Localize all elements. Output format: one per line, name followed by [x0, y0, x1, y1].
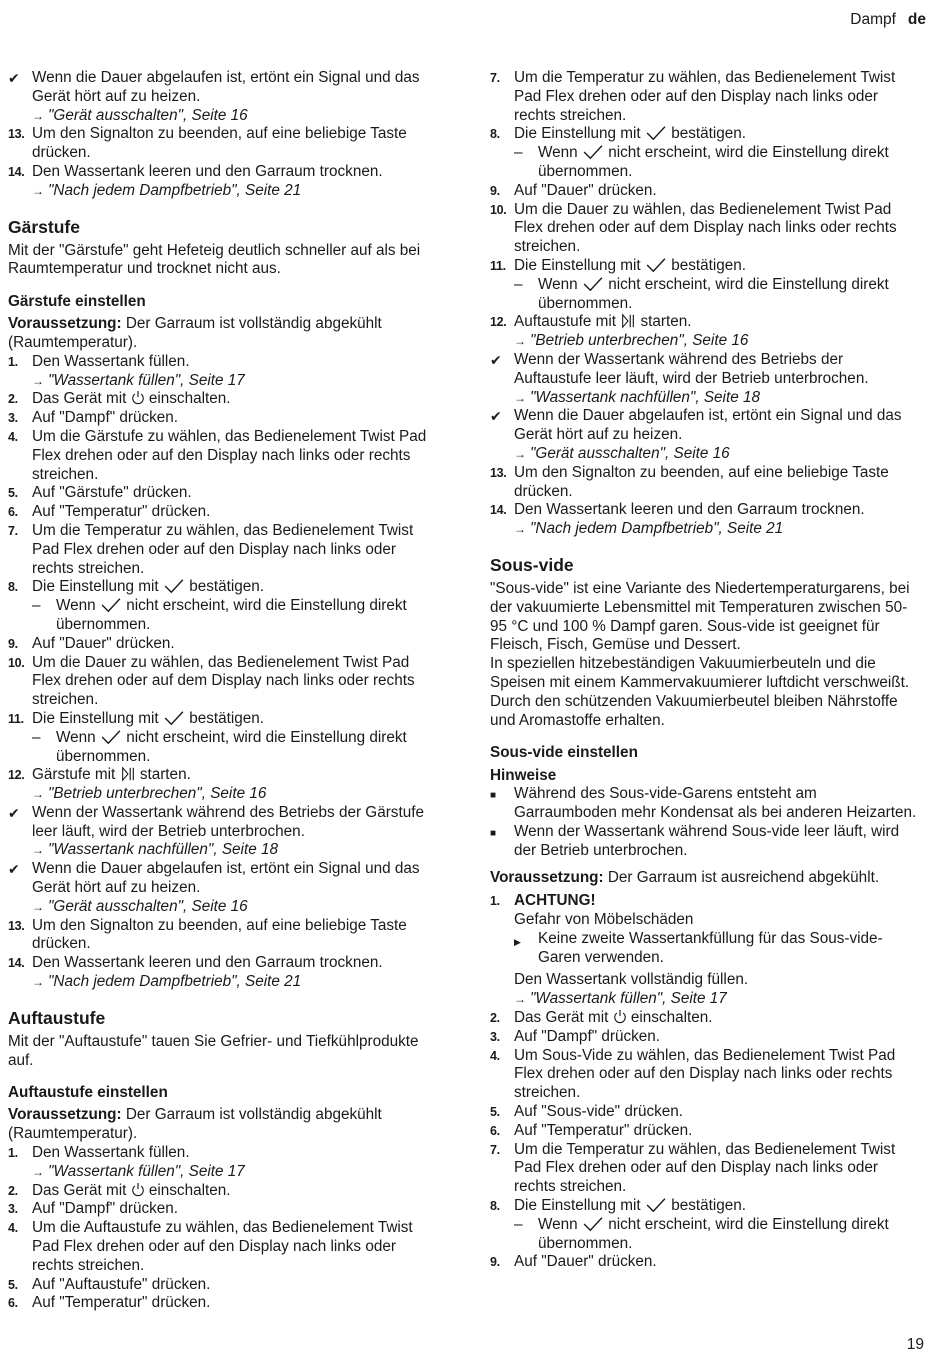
step-item: 3. Auf "Dampf" drücken. — [8, 409, 179, 427]
step-number: 6. — [8, 1296, 18, 1311]
step-item: 11. Die Einstellung mit bestätigen. — [490, 256, 747, 274]
cross-reference[interactable]: → "Wassertank füllen", Seite 17 — [32, 371, 245, 389]
step-number: 8. — [8, 580, 18, 595]
step-item: 11. Die Einstellung mit bestätigen. — [8, 709, 265, 727]
step-number: 5. — [490, 1105, 500, 1120]
step-number: 4. — [8, 1221, 18, 1236]
sub-item: – Wenn nicht erscheint, wird die Einstellung direkt übernommen. — [514, 1215, 889, 1252]
cross-reference[interactable]: → "Gerät ausschalten", Seite 16 — [514, 444, 730, 462]
step-number: 8. — [490, 127, 500, 142]
step-number: 1. — [490, 894, 500, 909]
step-item: 9. Auf "Dauer" drücken. — [490, 181, 657, 199]
result-check-icon: ✔ — [490, 351, 502, 368]
list-item: 13. Um den Signalton zu beenden, auf eine beliebige Taste drücken. — [8, 125, 407, 162]
step-number: 11. — [490, 258, 506, 273]
result-item: ✔ Wenn der Wassertank während des Betriebs der Gärstufe leer läuft, wird der Betrieb unterbrochen. → "Wassertank nachfüllen", Seite 18 — [8, 804, 440, 860]
section-title-sous-vide: Sous-vide — [490, 554, 574, 575]
step-item: 7. Um die Temperatur zu wählen, das Bedienelement Twist Pad Flex drehen oder auf den Display nach links oder rechts streichen. — [8, 521, 414, 577]
cross-reference[interactable]: → "Nach jedem Dampfbetrieb", Seite 21 — [32, 973, 302, 991]
step-number: 6. — [490, 1123, 500, 1138]
step-number: 4. — [490, 1048, 500, 1063]
step-number: 13. — [8, 127, 25, 142]
sub-item: – Wenn nicht erscheint, wird die Einstellung direkt übernommen. — [32, 597, 407, 633]
cross-reference[interactable]: → "Wassertank nachfüllen", Seite 18 — [514, 388, 760, 406]
step-number: 3. — [8, 411, 18, 426]
arrow-right-icon: → — [514, 522, 526, 537]
step-item: 3. Auf "Dampf" drücken. — [490, 1027, 661, 1045]
step-item: 9. Auf "Dauer" drücken. — [8, 634, 175, 652]
cross-reference[interactable]: → "Wassertank nachfüllen", Seite 18 — [32, 841, 278, 859]
step-item: 4. Um Sous-Vide zu wählen, das Bedienelement Twist Pad Flex drehen oder auf den Display nach links oder rechts streichen. — [490, 1046, 896, 1102]
step-number: 10. — [8, 655, 25, 670]
power-icon — [131, 390, 145, 406]
triangle-bullet-icon: ▶ — [514, 936, 521, 947]
checkmark-icon — [645, 125, 667, 141]
step-number: 7. — [490, 1142, 500, 1157]
step-item: 2. Das Gerät mit einschalten. — [490, 1009, 713, 1027]
cross-reference[interactable]: → "Gerät ausschalten", Seite 16 — [32, 897, 248, 915]
start-pause-icon — [620, 313, 636, 329]
checkmark-icon — [582, 276, 604, 292]
dash-bullet: – — [32, 728, 41, 746]
cross-reference[interactable]: → "Nach jedem Dampfbetrieb", Seite 21 — [32, 181, 302, 199]
step-item: 5. Auf "Gärstufe" drücken. — [8, 484, 192, 502]
step-item: 13. Um den Signalton zu beenden, auf eine beliebige Taste drücken. — [490, 463, 889, 500]
arrow-right-icon: → — [32, 899, 44, 914]
header-section: Dampf — [850, 11, 896, 28]
step-item: 12. Auftaustufe mit starten. → "Betrieb unterbrechen", Seite 16 — [490, 313, 922, 351]
step-item: 8. Die Einstellung mit bestätigen. — [490, 125, 747, 143]
checkmark-icon — [582, 144, 604, 160]
step-number: 3. — [8, 1202, 18, 1217]
hints-title: Hinweise — [490, 767, 557, 785]
cross-reference[interactable]: → "Betrieb unterbrechen", Seite 16 — [32, 785, 267, 803]
sub-item: – Wenn nicht erscheint, wird die Einstellung direkt übernommen. — [514, 275, 889, 312]
step-number: 9. — [8, 636, 18, 651]
dash-bullet: – — [514, 275, 523, 293]
arrow-right-icon: → — [32, 183, 44, 198]
step-number: 14. — [490, 503, 507, 518]
step-item: 12. Gärstufe mit starten. → "Betrieb unterbrechen", Seite 16 — [8, 766, 440, 804]
arrow-right-icon: → — [32, 787, 44, 802]
step-item: 14. Den Wassertank leeren und den Garraum trocknen. → "Nach jedem Dampfbetrieb", Seite 21 — [490, 501, 922, 539]
step-number: 2. — [8, 1183, 18, 1198]
step-text: Den Wassertank vollständig füllen. → "Wassertank füllen", Seite 17 — [514, 971, 922, 1009]
step-item: 7. Um die Temperatur zu wählen, das Bedienelement Twist Pad Flex drehen oder auf den Display nach links oder rechts streichen. — [490, 1140, 896, 1196]
arrow-right-icon: → — [514, 390, 526, 405]
step-number: 14. — [8, 164, 25, 179]
step-item: 1. Den Wassertank füllen. → "Wassertank füllen", Seite 17 — [8, 353, 440, 391]
checkmark-icon — [100, 597, 122, 613]
step-item: 9. Auf "Dauer" drücken. — [490, 1253, 657, 1271]
dash-bullet: – — [514, 1215, 523, 1233]
right-column — [490, 69, 922, 1272]
step-number: 11. — [8, 711, 24, 726]
step-number: 14. — [8, 956, 25, 971]
checkmark-icon — [582, 1216, 604, 1232]
warning-action: ▶ Keine zweite Wassertankfüllung für das Sous-vide-Garen verwenden. — [514, 929, 883, 966]
arrow-right-icon: → — [514, 446, 526, 461]
arrow-right-icon: → — [514, 992, 526, 1007]
step-item: 5. Auf "Sous-vide" drücken. — [490, 1103, 684, 1121]
section-intro: Mit der "Auftaustufe" tauen Sie Gefrier- und Tiefkühlprodukte auf. — [8, 1032, 419, 1069]
step-number: 7. — [490, 71, 500, 85]
subsection-title: Auftaustufe einstellen — [8, 1084, 168, 1102]
step-item: 6. Auf "Temperatur" drücken. — [8, 1294, 211, 1312]
checkmark-icon — [645, 1197, 667, 1213]
step-number: 7. — [8, 523, 18, 538]
result-check-icon: ✔ — [490, 408, 502, 425]
arrow-right-icon: → — [32, 1164, 44, 1179]
step-number: 5. — [8, 486, 18, 501]
result-item: ✔ Wenn der Wassertank während des Betriebs der Auftaustufe leer läuft, wird der Betrieb unterbrochen. → "Wassertank nachfüllen", Seite 18 — [490, 351, 922, 407]
section-intro: Mit der "Gärstufe" geht Hefeteig deutlich schneller auf als bei Raumtemperatur und trocknet nicht aus. — [8, 241, 421, 278]
step-number: 13. — [490, 465, 507, 480]
step-item: 5. Auf "Auftaustufe" drücken. — [8, 1275, 211, 1293]
checkmark-icon — [645, 257, 667, 273]
dash-bullet: – — [32, 597, 41, 615]
list-item: 14. Den Wassertank leeren und den Garraum trocknen. → "Nach jedem Dampfbetrieb", Seite 21 — [8, 163, 440, 201]
step-number: 8. — [490, 1199, 500, 1214]
start-pause-icon — [120, 766, 136, 782]
step-item: 1. Den Wassertank füllen. → "Wassertank füllen", Seite 17 — [8, 1144, 440, 1182]
step-number: 12. — [8, 768, 25, 783]
warning-title: ACHTUNG! — [514, 892, 596, 910]
step-number: 10. — [490, 202, 507, 217]
step-number: 1. — [8, 1146, 18, 1161]
cross-reference[interactable]: → "Gerät ausschalten", Seite 16 — [32, 106, 248, 124]
arrow-right-icon: → — [32, 975, 44, 990]
subsection-title: Gärstufe einstellen — [8, 293, 146, 311]
step-item: 14. Den Wassertank leeren und den Garraum trocknen. → "Nach jedem Dampfbetrieb", Seite 21 — [8, 954, 440, 992]
step-number: 9. — [490, 183, 500, 198]
hint-item: ■ Wenn der Wassertank während Sous-vide leer läuft, wird der Betrieb unterbrochen. — [490, 822, 900, 859]
checkmark-icon — [100, 729, 122, 745]
step-number: 13. — [8, 918, 25, 933]
step-item: 6. Auf "Temperatur" drücken. — [8, 503, 211, 521]
result-check-icon: ✔ — [8, 861, 20, 878]
sub-item: – Wenn nicht erscheint, wird die Einstellung direkt übernommen. — [32, 728, 407, 765]
square-bullet-icon: ■ — [490, 827, 497, 839]
result-item: ✔ Wenn die Dauer abgelaufen ist, ertönt ein Signal und das Gerät hört auf zu heizen. → "Gerät ausschalten", Seite 16 — [8, 860, 440, 916]
cross-reference[interactable]: → "Nach jedem Dampfbetrieb", Seite 21 — [514, 520, 784, 538]
requirement: Voraussetzung: Der Garraum ist ausreichend abgekühlt. — [490, 869, 880, 887]
section-intro: "Sous-vide" ist eine Variante des Niedertemperaturgarens, bei der vakuumierte Lebensmittel mit Temperaturen zwischen 50-95 °C und 100 % Dampf garen. Sous-vide ist geeignet für Fleisch, Fisch, Gemüse und Dessert. — [490, 579, 910, 654]
step-number: 6. — [8, 505, 18, 520]
hint-item: ■ Während des Sous-vide-Garens entsteht am Garraumboden mehr Kondensat als bei anderen Heizarten. — [490, 785, 917, 822]
page-number: 19 — [906, 1336, 924, 1353]
step-item: 3. Auf "Dampf" drücken. — [8, 1200, 179, 1218]
arrow-right-icon: → — [32, 108, 44, 123]
step-item: 7. Um die Temperatur zu wählen, das Bedienelement Twist Pad Flex drehen oder auf den Display nach links oder rechts streichen. — [490, 69, 896, 124]
power-icon — [131, 1182, 145, 1198]
step-item: 2. Das Gerät mit einschalten. — [8, 1181, 231, 1199]
step-number: 3. — [490, 1029, 500, 1044]
checkmark-icon — [163, 710, 185, 726]
cross-reference[interactable]: → "Wassertank füllen", Seite 17 — [514, 990, 727, 1008]
checkmark-icon — [163, 578, 185, 594]
requirement: Voraussetzung: Der Garraum ist vollständig abgekühlt (Raumtemperatur). — [8, 315, 382, 351]
step-item — [490, 892, 922, 930]
arrow-right-icon: → — [32, 843, 44, 858]
step-item: 13. Um den Signalton zu beenden, auf eine beliebige Taste drücken. — [8, 916, 407, 953]
square-bullet-icon: ■ — [490, 790, 497, 802]
step-number: 5. — [8, 1277, 18, 1292]
result-check-icon: ✔ — [8, 804, 20, 821]
list-item: ✔ Wenn die Dauer abgelaufen ist, ertönt ein Signal und das Gerät hört auf zu heizen. → "Gerät ausschalten", Seite 16 — [8, 69, 440, 125]
step-number: 9. — [490, 1255, 500, 1270]
requirement: Voraussetzung: Der Garraum ist vollständig abgekühlt (Raumtemperatur). — [8, 1106, 382, 1143]
result-check-icon: ✔ — [8, 70, 20, 86]
step-item: 10. Um die Dauer zu wählen, das Bedienelement Twist Pad Flex drehen oder auf dem Display nach links oder rechts streichen. — [8, 653, 415, 709]
section-title-gaerstufe: Gärstufe — [8, 216, 80, 237]
section-title-auftaustufe: Auftaustufe — [8, 1007, 106, 1028]
page-header — [850, 11, 926, 29]
left-column — [8, 69, 440, 1313]
step-item: 2. Das Gerät mit einschalten. — [8, 390, 231, 408]
step-number: 2. — [8, 392, 18, 407]
subsection-title: Sous-vide einstellen — [490, 744, 638, 762]
result-item: ✔ Wenn die Dauer abgelaufen ist, ertönt ein Signal und das Gerät hört auf zu heizen. → "Gerät ausschalten", Seite 16 — [490, 407, 922, 463]
sub-item: – Wenn nicht erscheint, wird die Einstellung direkt übernommen. — [514, 144, 889, 180]
step-item: 4. Um die Gärstufe zu wählen, das Bedienelement Twist Pad Flex drehen oder auf den Display nach links oder rechts streichen. — [8, 427, 427, 483]
step-item: 4. Um die Auftaustufe zu wählen, das Bedienelement Twist Pad Flex drehen oder auf den Display nach links oder rechts streichen. — [8, 1219, 413, 1274]
step-number: 1. — [8, 354, 18, 369]
step-item: 10. Um die Dauer zu wählen, das Bedienelement Twist Pad Flex drehen oder auf dem Display nach links oder rechts streichen. — [490, 200, 897, 256]
arrow-right-icon: → — [32, 373, 44, 388]
step-item: 8. Die Einstellung mit bestätigen. — [8, 578, 265, 596]
step-number: 4. — [8, 429, 18, 444]
step-item: 8. Die Einstellung mit bestätigen. — [490, 1197, 747, 1215]
section-paragraph: In speziellen hitzebeständigen Vakuumierbeuteln und die Speisen mit einem Kammervakuumierer luftdicht verschweißt. Durch den schützenden Vakuumierbeutel bleiben Nährstoffe und Aromastoffe erhalten. — [490, 655, 910, 729]
cross-reference[interactable]: → "Wassertank füllen", Seite 17 — [32, 1162, 245, 1180]
step-item: 6. Auf "Temperatur" drücken. — [490, 1121, 693, 1139]
cross-reference[interactable]: → "Betrieb unterbrechen", Seite 16 — [514, 332, 749, 350]
warning-text: Gefahr von Möbelschäden — [514, 911, 694, 929]
arrow-right-icon: → — [514, 334, 526, 349]
dash-bullet: – — [514, 144, 523, 162]
step-number: 12. — [490, 315, 507, 330]
power-icon — [613, 1009, 627, 1025]
step-number: 2. — [490, 1011, 500, 1026]
header-language: de — [907, 11, 926, 28]
